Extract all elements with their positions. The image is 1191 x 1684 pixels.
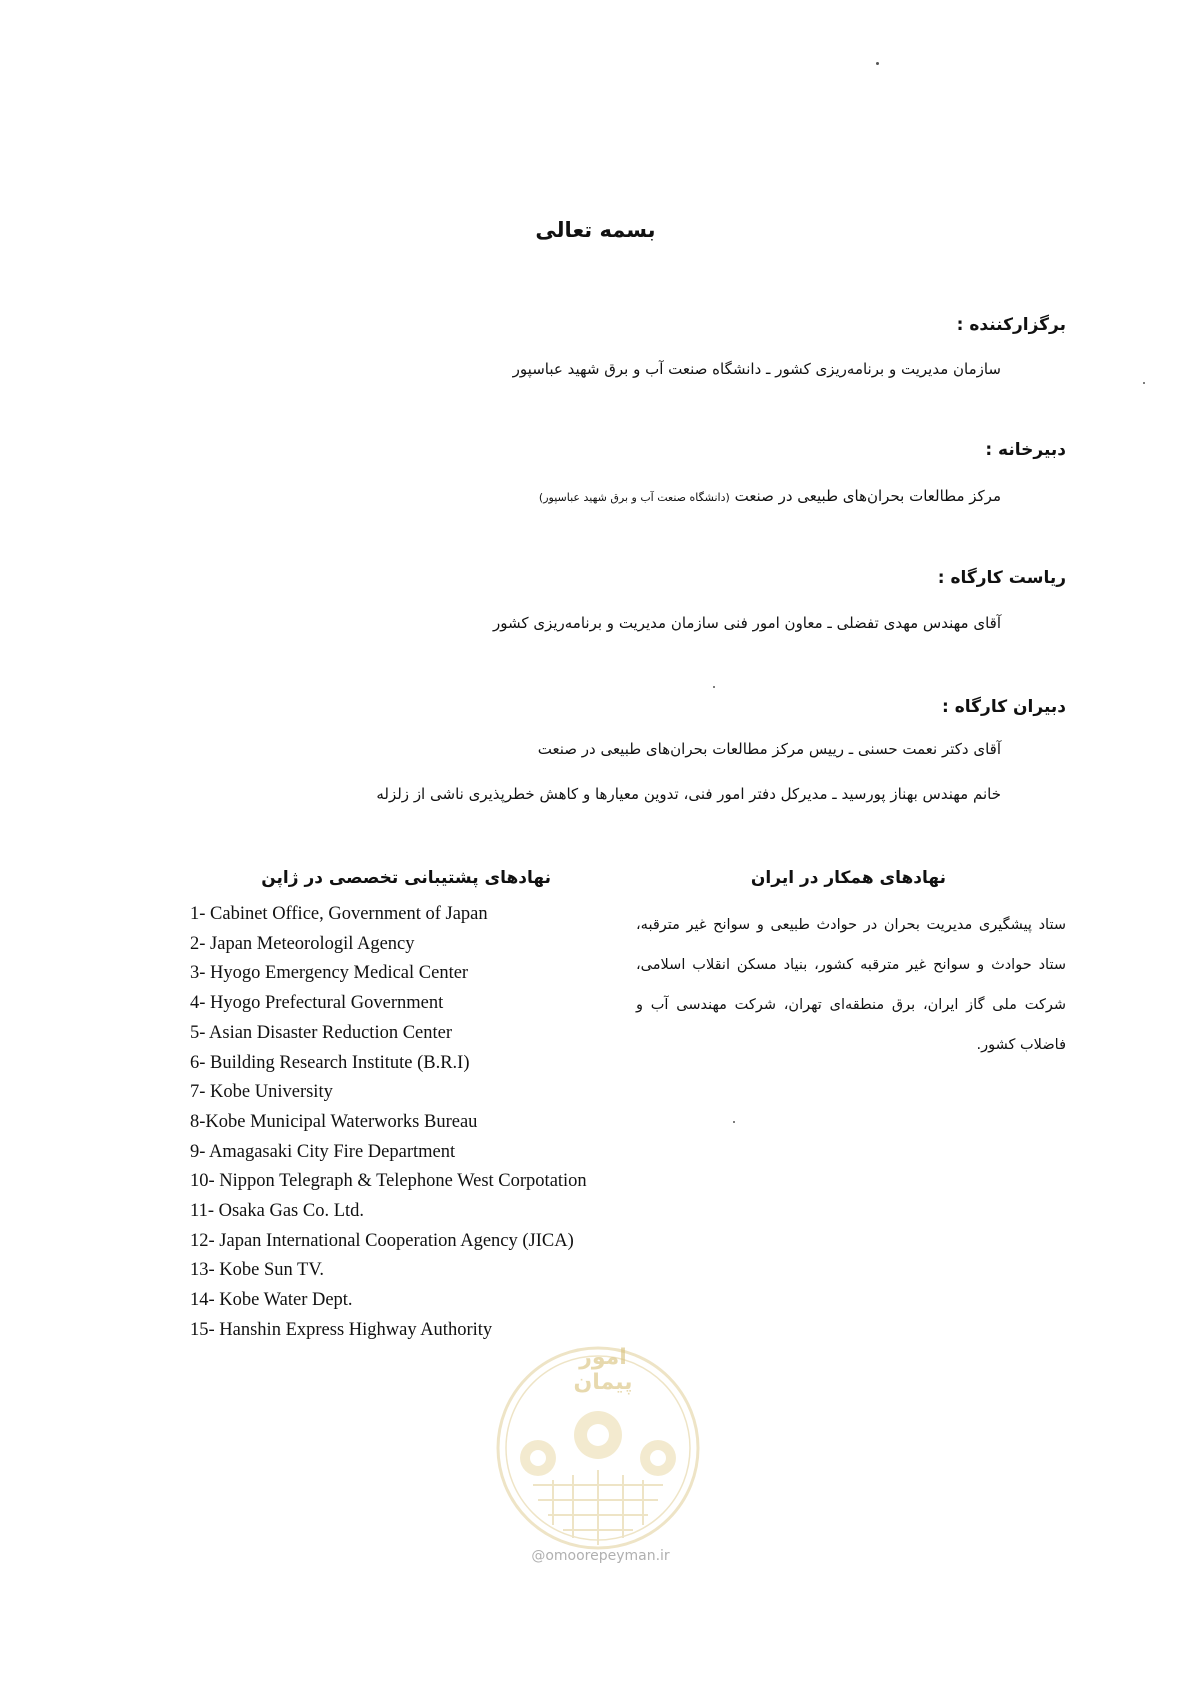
- chair-heading: ریاست کارگاه :: [937, 568, 1066, 588]
- list-item: 12- Japan International Cooperation Agency (JICA): [190, 1230, 574, 1251]
- list-item: 14- Kobe Water Dept.: [190, 1290, 353, 1311]
- secretary-2: خانم مهندس بهناز پورسید ـ مدیرکل دفتر امور فنی، تدوین معیارها و کاهش خطرپذیری ناشی از زلزله: [376, 785, 1001, 803]
- scan-speck: [1143, 382, 1145, 384]
- organizer-text: سازمان مدیریت و برنامه‌ریزی کشور ـ دانشگاه صنعت آب و برق شهید عباسپور: [512, 360, 1001, 378]
- list-item: 9- Amagasaki City Fire Department: [190, 1141, 456, 1162]
- page-title: بسمه تعالی: [535, 218, 656, 242]
- list-item: 4- Hyogo Prefectural Government: [190, 993, 444, 1014]
- iran-partners-text: ستاد پیشگیری مدیریت بحران در حوادث طبیعی و سوانح غیر مترقبه، ستاد حوادث و سوانح غیر مترقبه کشور، بنیاد مسکن انقلاب اسلامی، شرکت ملی گاز ایران، برق منطقه‌ای تهران، شرکت مهندسی آب و فاضلاب کشور.: [636, 917, 1066, 1053]
- scan-speck: [733, 1121, 735, 1123]
- secretary-1: آقای دکتر نعمت حسنی ـ رییس مرکز مطالعات بحران‌های طبیعی در صنعت: [537, 740, 1001, 758]
- watermark-text: @omoorepeyman.ir: [531, 1548, 670, 1564]
- watermark-logo-text: امور پیمان: [573, 1345, 633, 1395]
- list-item: 15- Hanshin Express Highway Authority: [190, 1319, 493, 1340]
- chair-text: آقای مهندس مهدی تفضلی ـ معاون امور فنی سازمان مدیریت و برنامه‌ریزی کشور: [493, 614, 1001, 632]
- secretariat-paren: (دانشگاه صنعت آب و برق شهید عباسپور): [538, 491, 730, 504]
- iran-partners-heading: نهادهای همکار در ایران: [750, 868, 946, 888]
- list-item: 3- Hyogo Emergency Medical Center: [190, 963, 469, 984]
- scan-speck: [713, 686, 715, 688]
- list-item: 7- Kobe University: [190, 1082, 333, 1103]
- list-item: 2- Japan Meteorologil Agency: [190, 933, 415, 954]
- list-item: 13- Kobe Sun TV.: [190, 1260, 324, 1281]
- secretariat-heading: دبیرخانه :: [985, 440, 1066, 460]
- list-item: 5- Asian Disaster Reduction Center: [190, 1022, 453, 1043]
- secretaries-heading: دبیران کارگاه :: [942, 697, 1066, 717]
- scan-speck: [876, 62, 879, 65]
- organizer-heading: برگزارکننده :: [956, 315, 1066, 335]
- list-item: 11- Osaka Gas Co. Ltd.: [190, 1201, 365, 1222]
- list-item: 6- Building Research Institute (B.R.I): [190, 1052, 470, 1073]
- japan-support-heading: نهادهای پشتیبانی تخصصی در ژاپن: [261, 868, 551, 888]
- list-item: 1- Cabinet Office, Government of Japan: [190, 904, 488, 924]
- japan-support-list: [190, 900, 590, 1346]
- list-item: 8-Kobe Municipal Waterworks Bureau: [190, 1111, 478, 1132]
- secretariat-main: مرکز مطالعات بحران‌های طبیعی در صنعت: [734, 487, 1001, 505]
- secretariat-text: [539, 487, 1001, 505]
- list-item: 10- Nippon Telegraph & Telephone West Corpotation: [190, 1171, 587, 1192]
